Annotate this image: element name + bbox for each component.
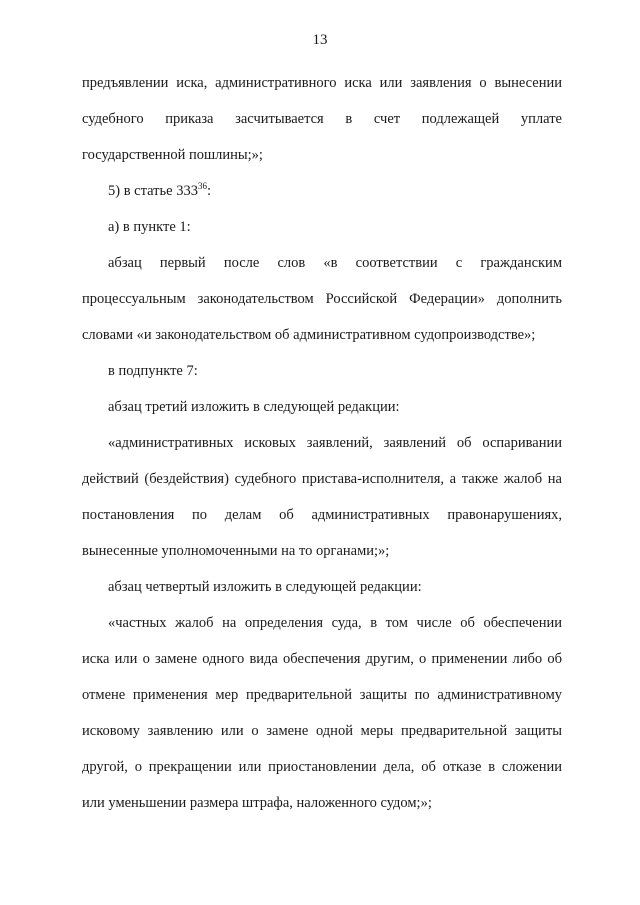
- text-line: абзац четвертый изложить в следующей редакции:: [108, 579, 422, 595]
- quote-line: другой, о прекращении или приостановлении дела, об отказе в сложении: [82, 759, 562, 775]
- page-number: 13: [312, 32, 328, 48]
- quote-line: отмене применения мер предварительной защиты по административному: [82, 687, 562, 703]
- article-ref: 5) в статье 333: [108, 183, 198, 199]
- text-line: в подпункте 7:: [108, 363, 198, 379]
- quote-line: действий (бездействия) судебного пристава-исполнителя, а также жалоб на: [82, 471, 562, 487]
- quote-line: иска или о замене одного вида обеспечения другим, о применении либо об: [82, 651, 562, 667]
- quote-line: исковому заявлению или о замене одной меры предварительной защиты: [82, 723, 562, 739]
- list-item: [108, 181, 211, 201]
- quote-line: вынесенные уполномоченными на то органами;»;: [82, 543, 390, 559]
- text-line: государственной пошлины;»;: [82, 147, 263, 163]
- quote-line: «частных жалоб на определения суда, в том числе об обеспечении: [108, 615, 562, 631]
- quote-line: «административных исковых заявлений, заявлений об оспаривании: [108, 435, 562, 451]
- text-line: предъявлении иска, административного иска или заявления о вынесении: [82, 75, 562, 91]
- text-line: словами «и законодательством об административном судопроизводстве»;: [82, 327, 536, 343]
- text-line: процессуальным законодательством Российской Федерации» дополнить: [82, 291, 562, 307]
- quote-line: или уменьшении размера штрафа, наложенного судом;»;: [82, 795, 432, 811]
- list-item: а) в пункте 1:: [108, 219, 191, 235]
- quote-line: постановления по делам об административных правонарушениях,: [82, 507, 562, 523]
- text-line: абзац первый после слов «в соответствии с гражданским: [108, 255, 562, 271]
- article-superscript: 36: [197, 181, 207, 191]
- colon: :: [206, 183, 211, 199]
- text-line: судебного приказа засчитывается в счет подлежащей уплате: [82, 111, 562, 127]
- text-line: абзац третий изложить в следующей редакции:: [108, 399, 400, 415]
